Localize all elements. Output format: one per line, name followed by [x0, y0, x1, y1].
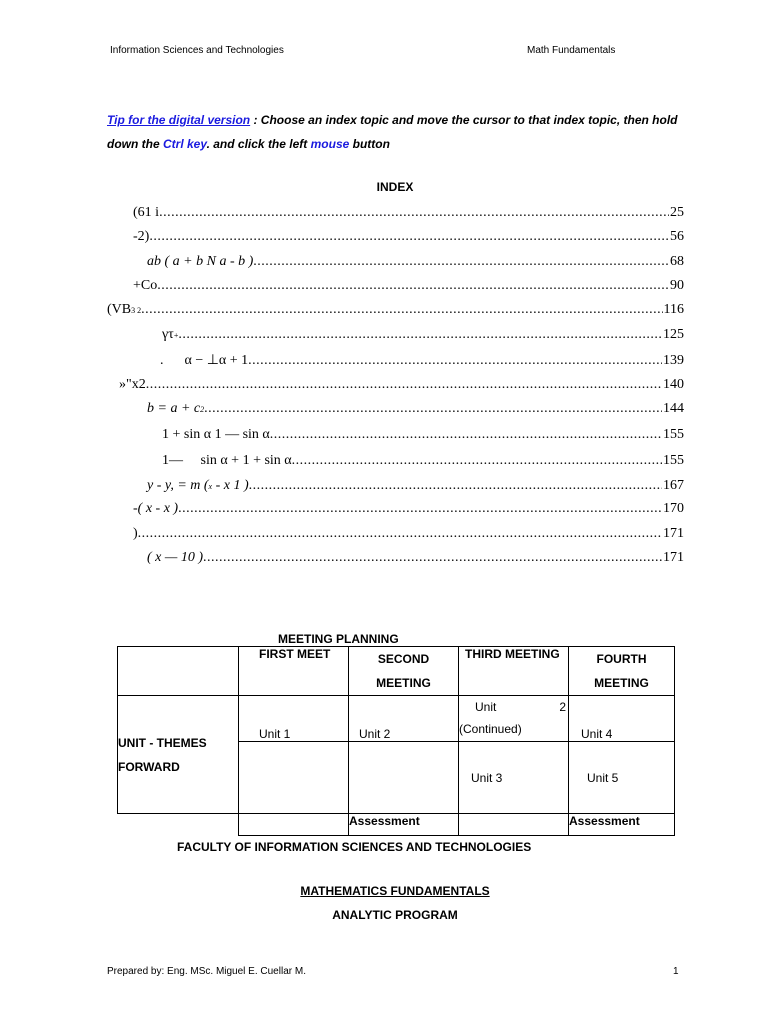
header-fourth: FOURTH: [596, 652, 647, 666]
meeting-planning-title: MEETING PLANNING: [278, 632, 399, 646]
header-first-meet: FIRST MEET: [259, 647, 331, 661]
index-entry[interactable]: y - y, = m ( x - x 1 ) ..... 167: [147, 476, 684, 496]
page-number: 1: [673, 966, 679, 977]
row-label-unit-themes: UNIT - THEMES: [118, 735, 207, 750]
unit-2: Unit 2: [359, 727, 391, 741]
faculty-title: FACULTY OF INFORMATION SCIENCES AND TECHNOLOGIES: [177, 840, 532, 854]
meeting-planning-table: [117, 646, 675, 836]
index-entry[interactable]: (61 i ..... 25: [133, 203, 684, 223]
header-second: SECOND: [377, 652, 430, 666]
unit-3: Unit 3: [471, 770, 503, 785]
index-entry[interactable]: (VB 3 2 ..... 116: [107, 300, 684, 320]
mouse-text: mouse: [310, 137, 350, 151]
index-entry[interactable]: »"x2 ..... 140: [119, 375, 684, 395]
assessment-second: Assessment: [349, 814, 420, 828]
ctrl-key-text: Ctrl key: [163, 137, 207, 151]
index-entry[interactable]: ) ..... 171: [133, 524, 684, 544]
header-left: Information Sciences and Technologies: [110, 45, 284, 56]
assessment-fourth: Assessment: [569, 814, 640, 828]
tip-text-1: : Choose an index topic and move the cursor to that index topic, then hold down the: [107, 113, 678, 151]
index-entry[interactable]: ( x — 10 ) ..... 171: [147, 548, 684, 568]
index-entry[interactable]: . α − ⊥α + 1 ..... 139: [160, 351, 684, 371]
tip-paragraph: [107, 108, 687, 156]
header-second-meeting: MEETING: [376, 676, 431, 690]
tip-text-3: button: [349, 137, 390, 151]
analytic-program-title: ANALYTIC PROGRAM: [332, 908, 458, 922]
tip-text-2: . and click the left: [206, 137, 311, 151]
header-fourth-meeting: MEETING: [594, 676, 649, 690]
empty-header-cell: [118, 647, 239, 696]
index-entry[interactable]: 1 + sin α 1 — sin α ..... 155: [162, 425, 684, 445]
unit-5: Unit 5: [587, 770, 619, 785]
row-label-forward: FORWARD: [118, 759, 180, 774]
mathematics-fundamentals-title: MATHEMATICS FUNDAMENTALS: [300, 884, 490, 898]
unit-continued-label: Unit: [475, 700, 497, 714]
index-entry[interactable]: γτ + ..... 125: [162, 325, 684, 345]
index-entry[interactable]: ab ( a + b N a - b ) ..... 68: [147, 252, 684, 272]
index-entry[interactable]: b = a + c 2 ..... 144: [147, 399, 684, 419]
index-entry[interactable]: +Co ..... 90: [133, 276, 684, 296]
unit-4: Unit 4: [581, 727, 613, 741]
index-entry[interactable]: 1— sin α + 1 + sin α ..... 155: [162, 451, 684, 471]
footer-author: Prepared by: Eng. MSc. Miguel E. Cuellar M.: [107, 966, 306, 977]
index-entry[interactable]: -( x - x ) ..... 170: [133, 499, 684, 519]
unit-continued-number: 2: [559, 700, 566, 714]
unit-continued-text: (Continued): [459, 722, 522, 736]
unit-1: Unit 1: [259, 727, 291, 741]
index-entry[interactable]: -2) ..... 56: [133, 227, 684, 247]
tip-link[interactable]: Tip for the digital version: [107, 113, 251, 127]
header-third-meeting: THIRD MEETING: [465, 647, 560, 661]
index-title: INDEX: [376, 180, 414, 194]
header-right: Math Fundamentals: [527, 45, 616, 56]
